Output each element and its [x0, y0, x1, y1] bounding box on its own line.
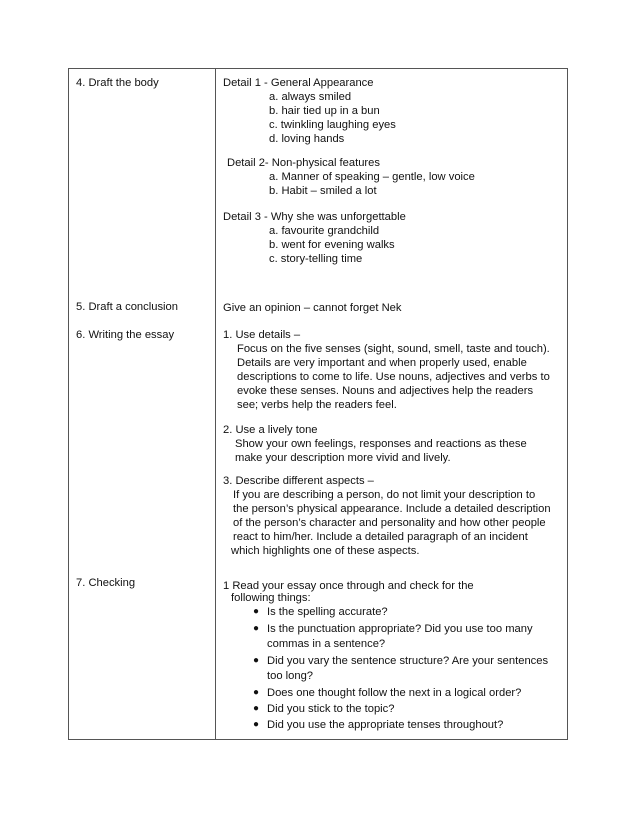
aspects-line: which highlights one of these aspects.: [231, 545, 420, 557]
detail1-item: b. hair tied up in a bun: [269, 105, 380, 117]
bullet-icon: ●: [253, 606, 260, 617]
detail3-item: c. story-telling time: [269, 253, 363, 265]
detail2-item: b. Habit – smiled a lot: [269, 185, 377, 197]
checklist-item: Did you vary the sentence structure? Are your sentences: [267, 655, 549, 667]
aspects-title: 3. Describe different aspects –: [223, 475, 374, 487]
checklist-item: Does one thought follow the next in a logical order?: [267, 687, 522, 699]
detail1-item: d. loving hands: [269, 133, 345, 145]
step-checking: 7. Checking: [76, 577, 136, 589]
detail3-item: b. went for evening walks: [269, 239, 395, 251]
checklist-item-cont: too long?: [267, 670, 314, 682]
step-writing-essay: 6. Writing the essay: [76, 329, 175, 341]
use-details-line: Focus on the five senses (sight, sound, smell, taste and touch).: [237, 343, 550, 355]
detail2-item: a. Manner of speaking – gentle, low voice: [269, 171, 475, 183]
use-details-line: evoke these senses. Nouns and adjectives help the readers: [237, 385, 534, 397]
use-details-title: 1. Use details –: [223, 329, 301, 341]
checklist-item: Did you use the appropriate tenses throughout?: [267, 719, 504, 731]
bullet-icon: ●: [253, 687, 260, 698]
essay-plan-table: [68, 68, 568, 740]
bullet-icon: ●: [253, 719, 260, 730]
use-details-line: see; verbs help the readers feel.: [237, 399, 397, 411]
checking-intro: 1 Read your essay once through and check for the: [223, 580, 474, 592]
aspects-line: react to him/her. Include a detailed paragraph of an incident: [233, 531, 528, 543]
bullet-icon: ●: [253, 703, 260, 714]
checklist-item: Is the spelling accurate?: [267, 606, 388, 618]
lively-tone-line: make your description more vivid and lively.: [235, 452, 451, 464]
detail3-item: a. favourite grandchild: [269, 225, 380, 237]
use-details-line: Details are very important and when properly used, enable: [237, 357, 527, 369]
column-divider: [215, 69, 216, 739]
use-details-line: descriptions to come to life. Use nouns, adjectives and verbs to: [237, 371, 550, 383]
checklist-item-cont: commas in a sentence?: [267, 638, 386, 650]
detail3-title: Detail 3 - Why she was unforgettable: [223, 211, 406, 223]
lively-tone-title: 2. Use a lively tone: [223, 424, 318, 436]
conclusion-text: Give an opinion – cannot forget Nek: [223, 302, 402, 314]
detail2-title: Detail 2- Non-physical features: [227, 157, 380, 169]
detail1-title: Detail 1 - General Appearance: [223, 77, 374, 89]
detail1-item: c. twinkling laughing eyes: [269, 119, 396, 131]
aspects-line: the person’s physical appearance. Include a detailed description: [233, 503, 551, 515]
checklist-item: Is the punctuation appropriate? Did you use too many: [267, 623, 533, 635]
lively-tone-line: Show your own feelings, responses and reactions as these: [235, 438, 527, 450]
aspects-line: of the person’s character and personality and how other people: [233, 517, 546, 529]
checking-intro: following things:: [231, 592, 311, 604]
checklist-item: Did you stick to the topic?: [267, 703, 395, 715]
detail1-item: a. always smiled: [269, 91, 352, 103]
step-draft-conclusion: 5. Draft a conclusion: [76, 301, 178, 313]
step-draft-body: 4. Draft the body: [76, 77, 159, 89]
aspects-line: If you are describing a person, do not limit your description to: [233, 489, 536, 501]
bullet-icon: ●: [253, 655, 260, 666]
bullet-icon: ●: [253, 623, 260, 634]
